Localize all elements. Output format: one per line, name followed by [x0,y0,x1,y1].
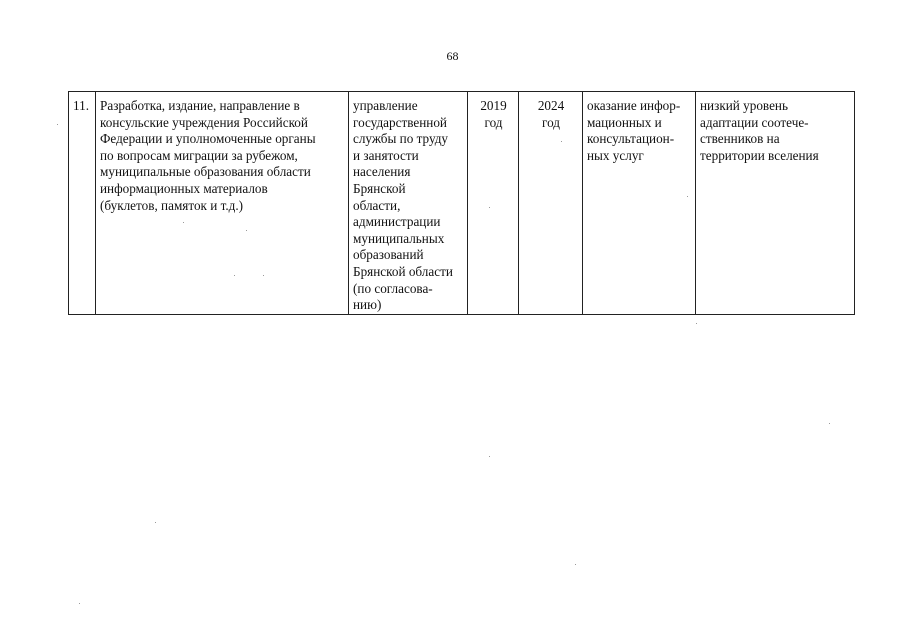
activity-line: консульские учреждения Российской [100,114,308,130]
executor-line: и занятости [353,147,419,163]
executor-line: службы по труду [353,131,449,147]
result-line: ных услуг [587,147,644,163]
executor-line: администрации [353,214,441,230]
executor-line: области, [353,197,401,213]
scan-speck [687,196,688,197]
result-line: оказание инфор- [587,98,681,113]
activity-line: информационных материалов [100,180,268,196]
start-year-unit: год [484,114,503,130]
row-number-cell [69,92,96,315]
result-cell [583,92,696,315]
executor-cell [349,92,468,315]
executor-line: образований [353,247,424,263]
risk-line: ственников на [700,131,780,147]
start-year-cell [468,92,519,315]
start-year: 2019 [480,98,507,113]
scan-speck [79,603,80,604]
risk-line: адаптации соотече- [700,114,809,130]
scan-speck [57,124,58,125]
scan-speck [489,207,490,208]
activity-cell [96,92,349,315]
scan-speck [575,564,576,565]
end-year: 2024 [537,98,565,113]
executor-line: Брянской области [353,263,453,279]
executor-line: муниципальных [353,230,445,246]
row-number: 11. [73,98,89,113]
executor-line: населения [353,164,411,180]
scan-speck [696,323,697,324]
scan-speck [234,275,235,276]
executor-line: (по согласова- [353,280,433,296]
end-year-cell [519,92,583,315]
page-number: 68 [446,49,459,63]
risk-line: территории вселения [700,147,819,163]
executor-line: управление [353,98,418,113]
activity-line: (буклетов, памяток и т.д.) [100,197,244,213]
executor-line: нию) [353,297,382,313]
result-line: консультацион- [587,131,675,147]
scan-speck [561,141,562,142]
table-row [69,92,855,315]
activity-line: по вопросам миграции за рубежом, [100,147,298,163]
measures-table [68,91,855,315]
scan-speck [155,522,156,523]
end-year-unit: год [541,114,560,130]
activity-line: Разработка, издание, направление в [100,98,300,113]
scan-speck [829,423,830,424]
scan-speck [489,456,490,457]
activity-line: муниципальные образования области [100,164,311,180]
executor-line: Брянской [353,180,406,196]
result-line: мационных и [587,114,662,130]
scan-speck [183,222,184,223]
risk-line: низкий уровень [700,98,788,113]
risk-cell [696,92,855,315]
activity-line: Федерации и уполномоченные органы [100,131,316,147]
scan-speck [263,275,264,276]
scan-speck [246,230,247,231]
executor-line: государственной [353,114,447,130]
